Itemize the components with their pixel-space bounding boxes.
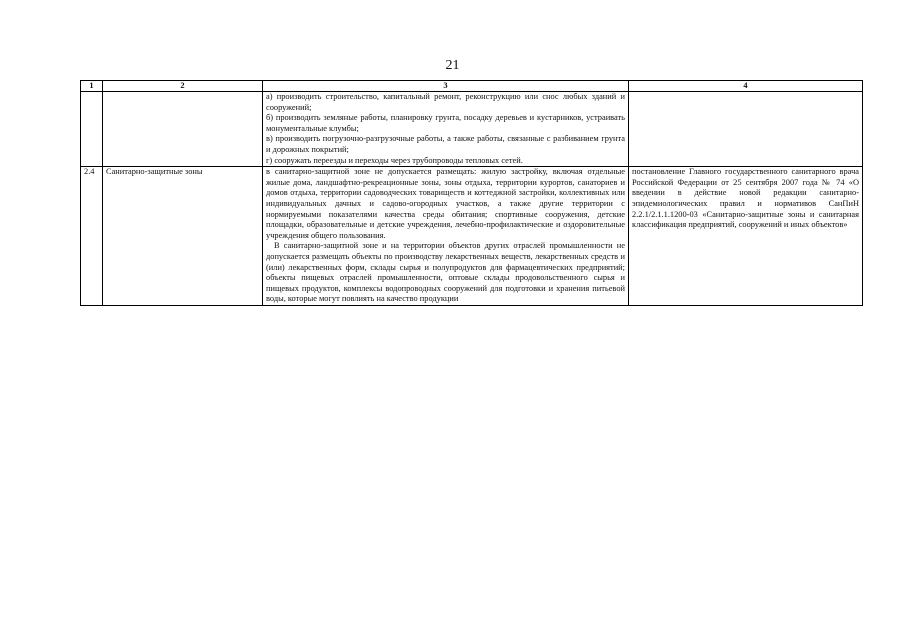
legal-source-text: постановление Главного государственного санитарного врача Российской Федерации от 25 сентября 2007 года № 74 «О введении в действие новой редакции санитарно-эпидемиологических правил и нормативов СанПиН 2.2.1/2.1.1.1200-03 «Санитарно-защитные зоны и санитарная классификация предприятий, сооружений и иных объектов»	[632, 167, 859, 230]
row-number-cell	[81, 92, 103, 167]
column-header-4: 4	[629, 81, 863, 92]
restriction-item-b: б) производить земляные работы, планировку грунта, посадку деревьев и кустарников, устраивать монументальные клумбы;	[266, 113, 625, 133]
column-header-1: 1	[81, 81, 103, 92]
table-row-2-4	[81, 167, 863, 306]
restrictions-cell	[263, 167, 629, 306]
zone-name-cell: Санитарно-защитные зоны	[103, 167, 263, 306]
source-cell	[629, 92, 863, 167]
row-number-cell: 2.4	[81, 167, 103, 306]
restriction-paragraph-2: В санитарно-защитной зоне и на территории объектов других отраслей промышленности не допускается размещать объекты по производству лекарственных веществ, лекарственных средств и (или) лекарственных форм, склады сырья и полупродуктов для фармацевтических предприятий; объекты пищевых отраслей промышленности, оптовые склады продовольственного сырья и пищевых продуктов, комплексы водопроводных сооружений для подготовки и хранения питьевой воды, которые могут повлиять на качество продукции	[266, 241, 625, 304]
zone-name-cell	[103, 92, 263, 167]
column-header-3: 3	[263, 81, 629, 92]
restriction-item-a: а) производить строительство, капитальный ремонт, реконструкцию или снос любых зданий и сооружений;	[266, 92, 625, 112]
restrictions-cell	[263, 92, 629, 167]
restriction-item-d: г) сооружать переезды и переходы через трубопроводы тепловых сетей.	[266, 155, 523, 165]
header-row	[81, 81, 863, 92]
column-header-2: 2	[103, 81, 263, 92]
regulations-table	[80, 80, 863, 306]
source-cell	[629, 167, 863, 306]
restriction-paragraph-1: в санитарно-защитной зоне не допускается размещать: жилую застройку, включая отдельные жилые дома, ландшафтно-рекреационные зоны, зоны отдыха, территории курортов, санаториев и домов отдыха, территории садоводческих товариществ и коттеджной застройки, коллективных или индивидуальных дачных и садово-огородных участков, а также другие территории с нормируемыми показателями качества среды обитания; спортивные сооружения, детские площадки, образовательные и детские учреждения, лечебно-профилактические и оздоровительные учреждения общего пользования.	[266, 167, 625, 240]
table-row-continuation	[81, 92, 863, 167]
page-number: 21	[445, 58, 460, 73]
restriction-item-c: в) производить погрузочно-разгрузочные работы, а также работы, связанные с разбиванием грунта и дорожных покрытий;	[266, 134, 625, 154]
